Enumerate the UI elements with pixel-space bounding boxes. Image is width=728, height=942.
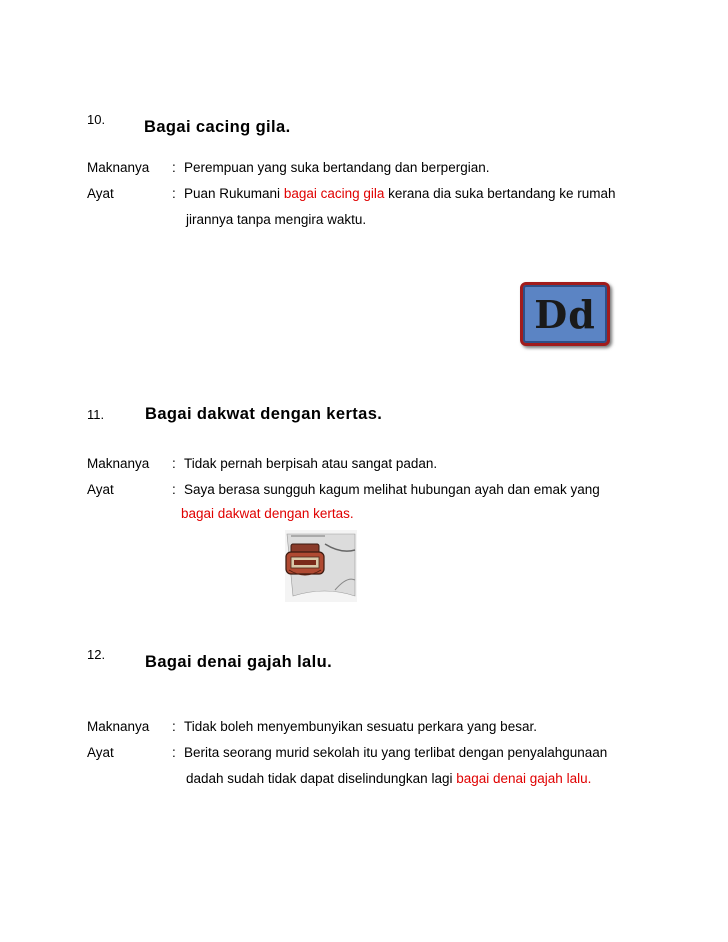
ayat-line-1 xyxy=(184,482,600,497)
ayat-line-2 xyxy=(181,506,354,521)
maknanya-text: Tidak pernah berpisah atau sangat padan. xyxy=(184,456,438,471)
ayat-text: Berita seorang murid sekolah itu yang terlibat dengan penyalahgunaan xyxy=(184,745,608,760)
letter-badge-text: Dd xyxy=(534,291,596,337)
entry-number: 11. xyxy=(87,407,105,422)
colon: : xyxy=(172,160,176,175)
ayat-text: kerana dia suka bertandang ke rumah xyxy=(384,186,616,201)
ayat-line-2 xyxy=(186,212,366,227)
ayat-line-2 xyxy=(186,771,591,786)
entry-number: 12. xyxy=(87,647,106,662)
ayat-text: jirannya tanpa mengira waktu. xyxy=(186,212,367,227)
letter-badge xyxy=(520,282,610,346)
entry-heading: Bagai denai gajah lalu. xyxy=(145,653,333,671)
ayat-label: Ayat xyxy=(87,482,114,497)
ayat-label: Ayat xyxy=(87,186,114,201)
ayat-line-1 xyxy=(184,186,616,201)
entry-heading: Bagai dakwat dengan kertas. xyxy=(145,405,383,423)
maknanya-label: Maknanya xyxy=(87,719,150,734)
maknanya-label: Maknanya xyxy=(87,160,150,175)
colon: : xyxy=(172,719,176,734)
colon: : xyxy=(172,482,176,497)
maknanya-text: Tidak boleh menyembunyikan sesuatu perkara yang besar. xyxy=(184,719,537,734)
maknanya-text: Perempuan yang suka bertandang dan berpergian. xyxy=(184,160,490,175)
colon: : xyxy=(172,186,176,201)
ink-bottle-picture xyxy=(285,530,357,602)
idiom-highlight: bagai cacing gila xyxy=(283,186,385,201)
ayat-label: Ayat xyxy=(87,745,114,760)
entry-number: 10. xyxy=(87,112,106,127)
maknanya-label: Maknanya xyxy=(87,456,150,471)
idiom-highlight: bagai denai gajah lalu. xyxy=(456,771,592,786)
colon: : xyxy=(172,745,176,760)
ayat-text: dadah sudah tidak dapat diselindungkan lagi xyxy=(186,771,457,786)
ayat-text: Puan Rukumani xyxy=(184,186,284,201)
ayat-line-1 xyxy=(184,745,607,760)
idiom-highlight: bagai dakwat dengan kertas. xyxy=(181,506,354,521)
ayat-text: Saya berasa sungguh kagum melihat hubungan ayah dan emak yang xyxy=(184,482,600,497)
colon: : xyxy=(172,456,176,471)
entry-heading: Bagai cacing gila. xyxy=(144,118,291,136)
